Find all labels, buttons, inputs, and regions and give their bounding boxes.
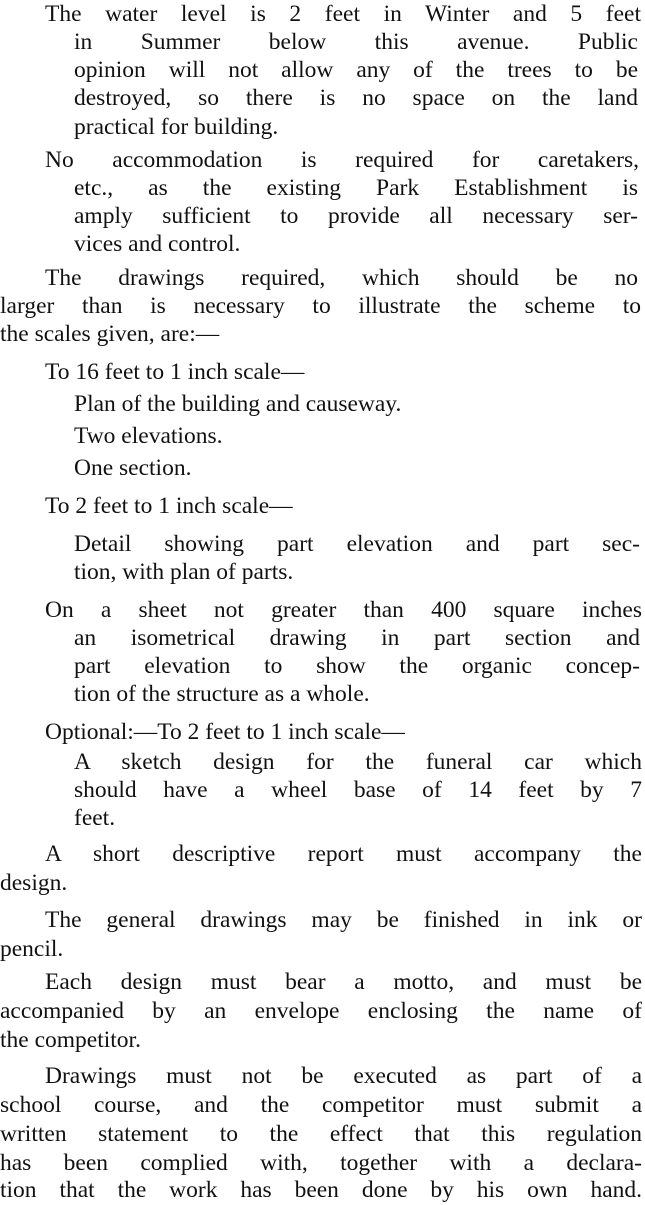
list-item: A sketch design for the funeral car which [74, 749, 642, 775]
list-item: feet. [74, 805, 116, 831]
text-line: The drawings required, which should be no [45, 265, 638, 291]
text-line: destroyed, so there is no space on the land [74, 85, 638, 111]
text-line: tion that the work has been done by his own hand. [0, 1177, 642, 1203]
text-line: A short descriptive report must accompany the [45, 841, 642, 867]
text-line: amply sufficient to provide all necessary ser- [74, 203, 638, 229]
text-line: practical for building. [74, 114, 279, 140]
text-line: The general drawings may be finished in ink or [45, 907, 642, 933]
text-line: pencil. [0, 936, 64, 962]
list-heading: To 2 feet to 1 inch scale— [45, 493, 293, 519]
text-line: vices and control. [74, 231, 241, 257]
text-line: design. [0, 870, 68, 896]
text-line: larger than is necessary to illustrate the scheme to [0, 293, 641, 319]
list-item: should have a wheel base of 14 feet by 7 [74, 777, 642, 803]
text-line: On a sheet not greater than 400 square inches [45, 597, 642, 623]
list-item: One section. [74, 455, 192, 481]
text-line: the competitor. [0, 1027, 141, 1053]
text-line: Each design must bear a motto, and must be [45, 969, 642, 995]
text-line: tion of the structure as a whole. [74, 681, 370, 707]
text-line: the scales given, are:— [0, 321, 220, 347]
text-line: accompanied by an envelope enclosing the name of [0, 998, 642, 1024]
list-item: Detail showing part elevation and part sec- [74, 531, 640, 557]
list-item: Plan of the building and causeway. [74, 391, 402, 417]
text-line: etc., as the existing Park Establishment is [74, 175, 638, 201]
list-heading: To 16 feet to 1 inch scale— [45, 359, 305, 385]
list-item: tion, with plan of parts. [74, 559, 294, 585]
text-line: No accommodation is required for caretakers, [45, 147, 639, 173]
text-line: opinion will not allow any of the trees to be [74, 57, 638, 83]
text-line: written statement to the effect that this regulation [0, 1121, 642, 1147]
text-line: school course, and the competitor must submit a [0, 1092, 642, 1118]
text-line: part elevation to show the organic concep- [74, 653, 640, 679]
text-line: The water level is 2 feet in Winter and 5 feet [45, 1, 641, 27]
text-line: has been complied with, together with a declara- [0, 1150, 642, 1176]
text-line: in Summer below this avenue. Public [74, 29, 638, 55]
list-item: Two elevations. [74, 423, 223, 449]
text-line: an isometrical drawing in part section and [74, 625, 640, 651]
text-line: Drawings must not be executed as part of a [45, 1063, 642, 1089]
list-heading: Optional:—To 2 feet to 1 inch scale— [45, 719, 405, 745]
